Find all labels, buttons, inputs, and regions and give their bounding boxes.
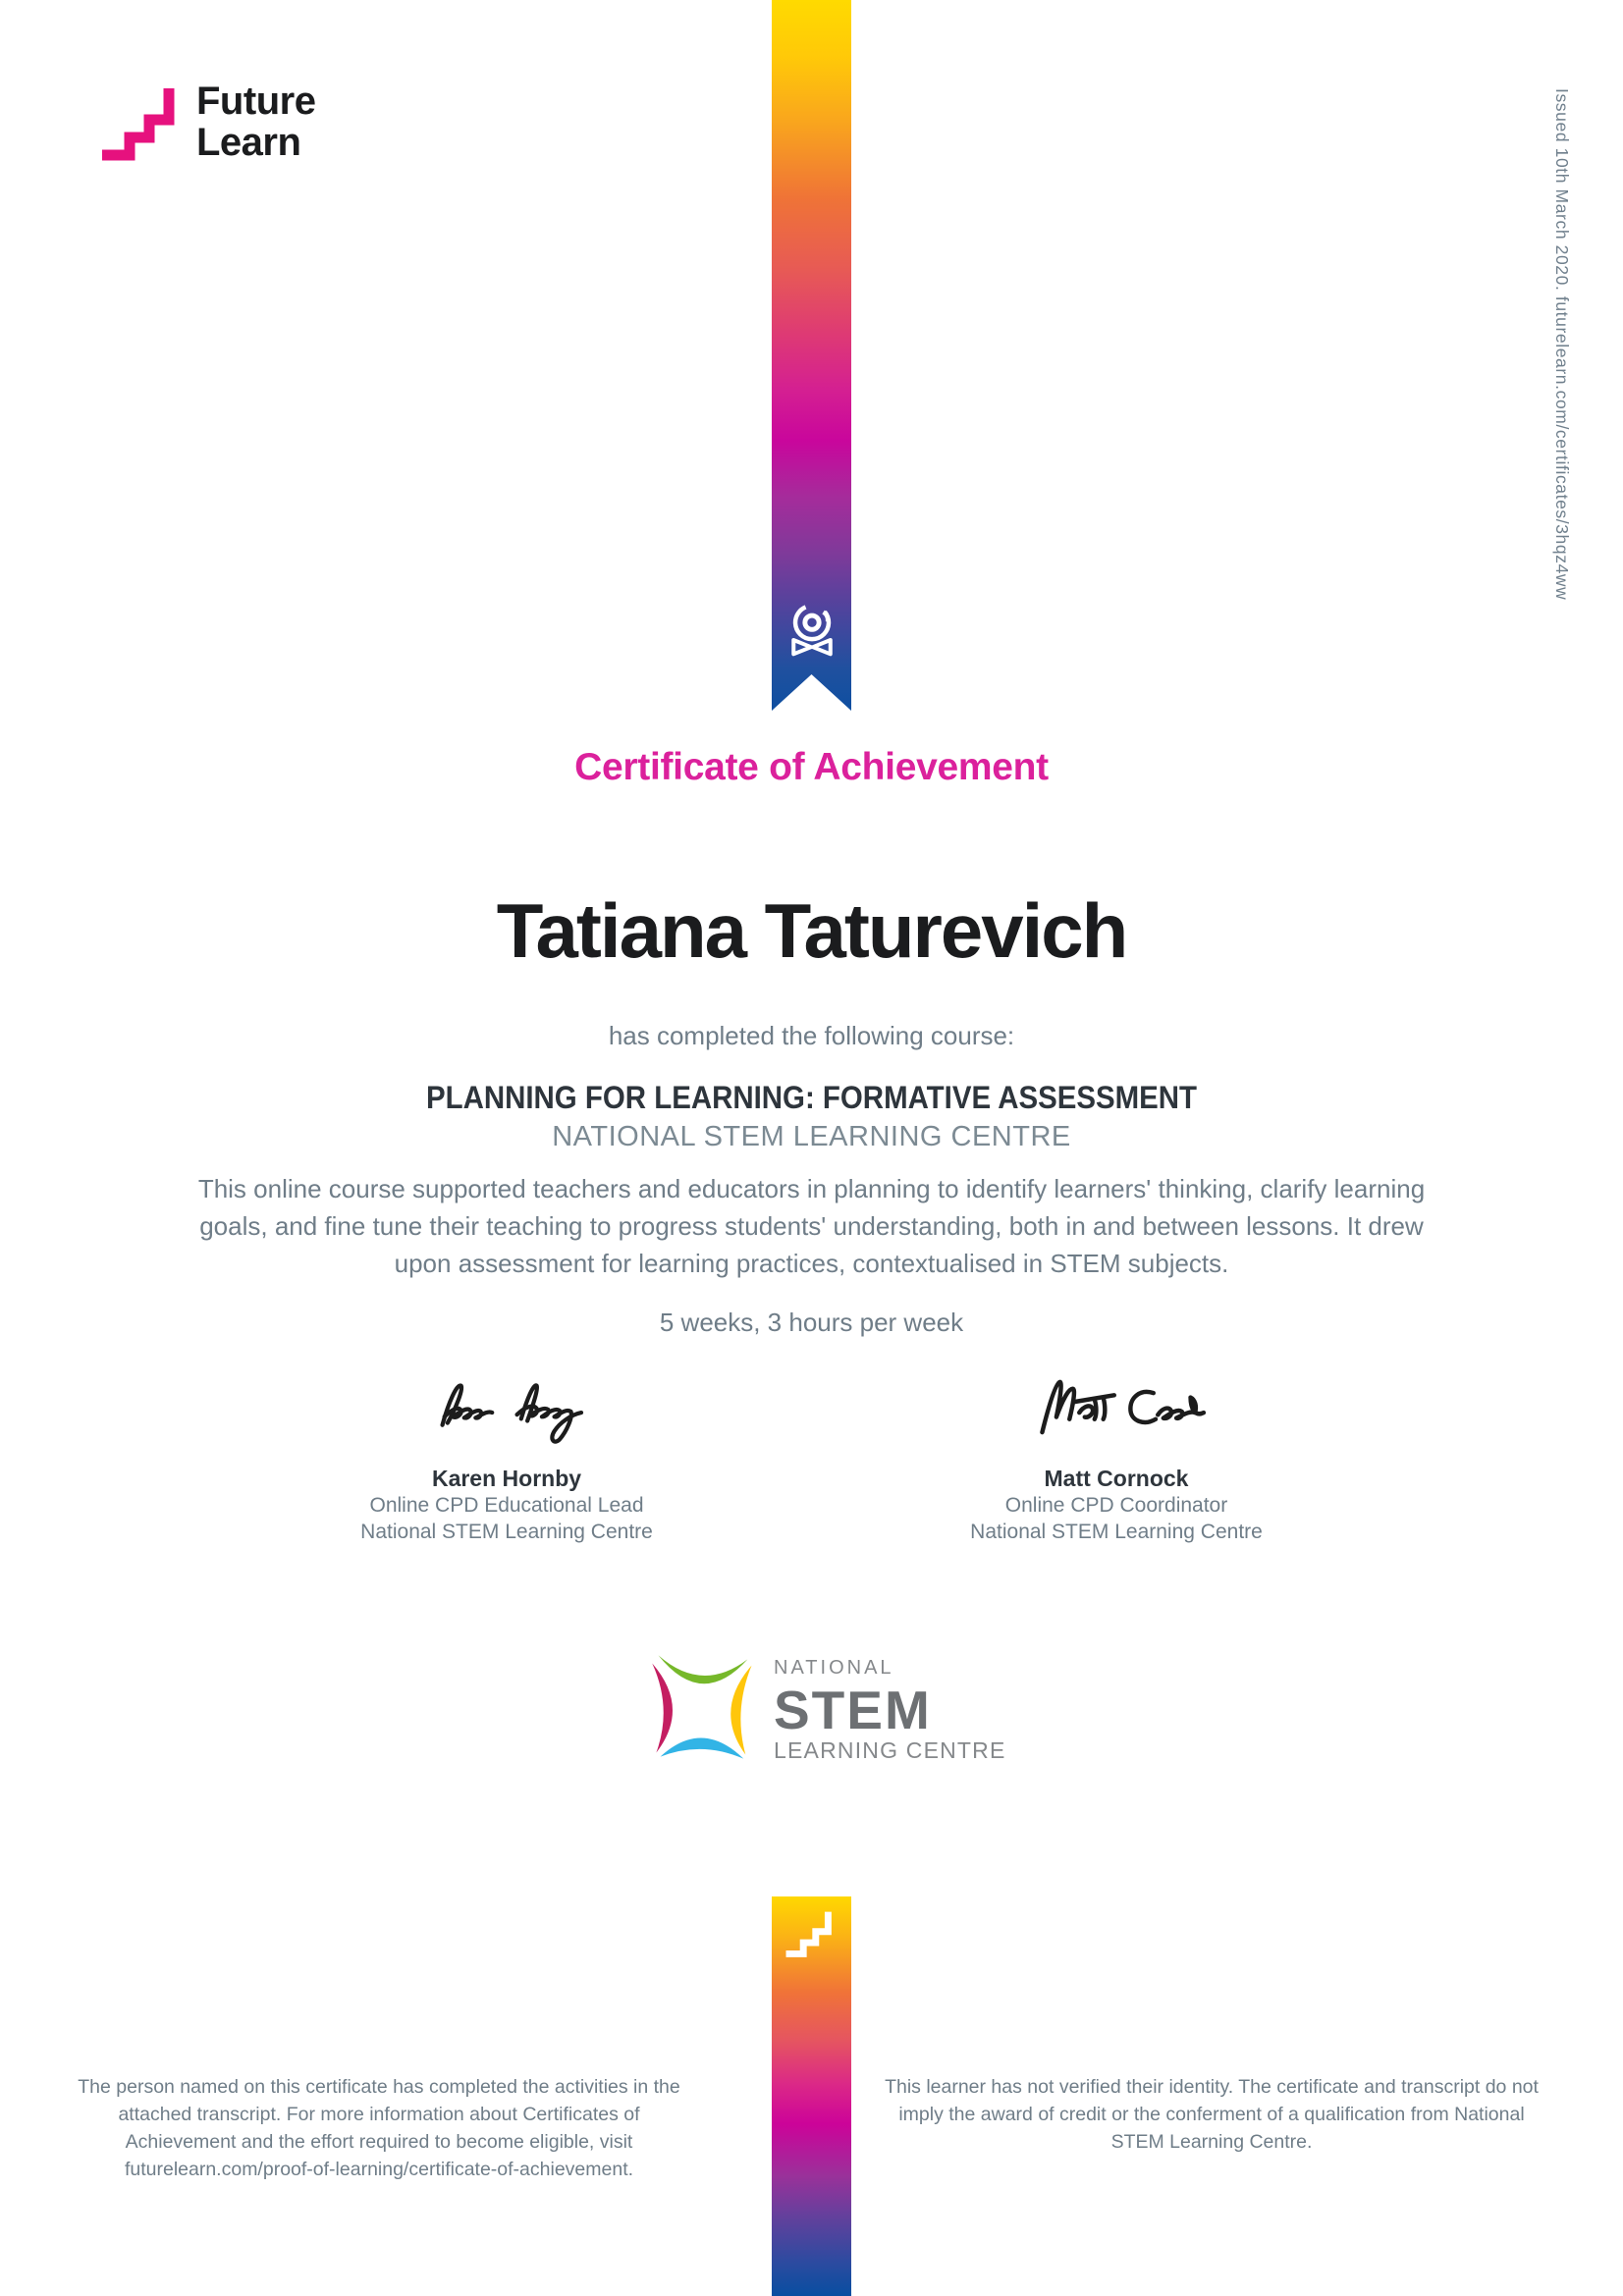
- footer-transcript-note: The person named on this certificate has completed the activities in the attached transcript. For more information about Certificates of Achievement and the effort required to become eligible, visit futurelearn.com/proof-of-learning/certificate-of-achievement.: [78, 2076, 680, 2180]
- recipient-name: Tatiana Taturevich: [496, 887, 1127, 974]
- completion-line: has completed the following course:: [608, 1021, 1015, 1050]
- stem-x-icon: [644, 1647, 766, 1769]
- futurelearn-steps-white-icon: [784, 1905, 840, 1960]
- signature-block-matt-cornock: [871, 1366, 1362, 1545]
- signer-role: Online CPD Educational Lead: [369, 1494, 644, 1517]
- signer-organisation: National STEM Learning Centre: [970, 1521, 1263, 1543]
- stem-line-stem: STEM: [774, 1680, 932, 1740]
- course-title: PLANNING FOR LEARNING: FORMATIVE ASSESSMENT: [425, 1080, 1198, 1115]
- certificate-heading: Certificate of Achievement: [574, 746, 1049, 788]
- signer-role: Online CPD Coordinator: [1004, 1494, 1228, 1517]
- brand-name-line1: Future: [196, 80, 316, 123]
- award-medal-icon: [787, 601, 837, 664]
- signer-name: Matt Cornock: [1044, 1466, 1189, 1491]
- stem-line-national: NATIONAL: [774, 1657, 894, 1679]
- course-description: This online course supported teachers and educators in planning to identify learners' thinking, clarify learning goals, and fine tune their teaching to progress students' understanding, both in and between lessons. It drew upon assessment for learning practices, contextualised in STEM subjects.: [197, 1174, 1426, 1278]
- signer-name: Karen Hornby: [431, 1466, 582, 1491]
- course-provider: NATIONAL STEM LEARNING CENTRE: [552, 1121, 1071, 1152]
- karen-hornby-signature-icon: [413, 1366, 600, 1457]
- signature-block-karen-hornby: [261, 1366, 752, 1545]
- stem-centre-logo: [644, 1645, 1037, 1778]
- matt-cornock-signature-icon: [1018, 1366, 1215, 1457]
- course-duration: 5 weeks, 3 hours per week: [659, 1308, 964, 1337]
- gradient-ribbon-bottom: [772, 1896, 851, 2296]
- futurelearn-wordmark: [196, 80, 315, 163]
- futurelearn-steps-icon: [98, 82, 189, 161]
- brand-name-line2: Learn: [196, 121, 301, 164]
- signer-organisation: National STEM Learning Centre: [360, 1521, 653, 1543]
- issued-note: Issued 10th March 2020. futurelearn.com/certificates/3hqz4ww: [1552, 88, 1572, 601]
- stem-line-learning-centre: LEARNING CENTRE: [774, 1737, 1006, 1763]
- footer-verification-note: This learner has not verified their identity. The certificate and transcript do not imply the award of credit or the conferment of a qualification from National STEM Learning Centre.: [885, 2076, 1539, 2153]
